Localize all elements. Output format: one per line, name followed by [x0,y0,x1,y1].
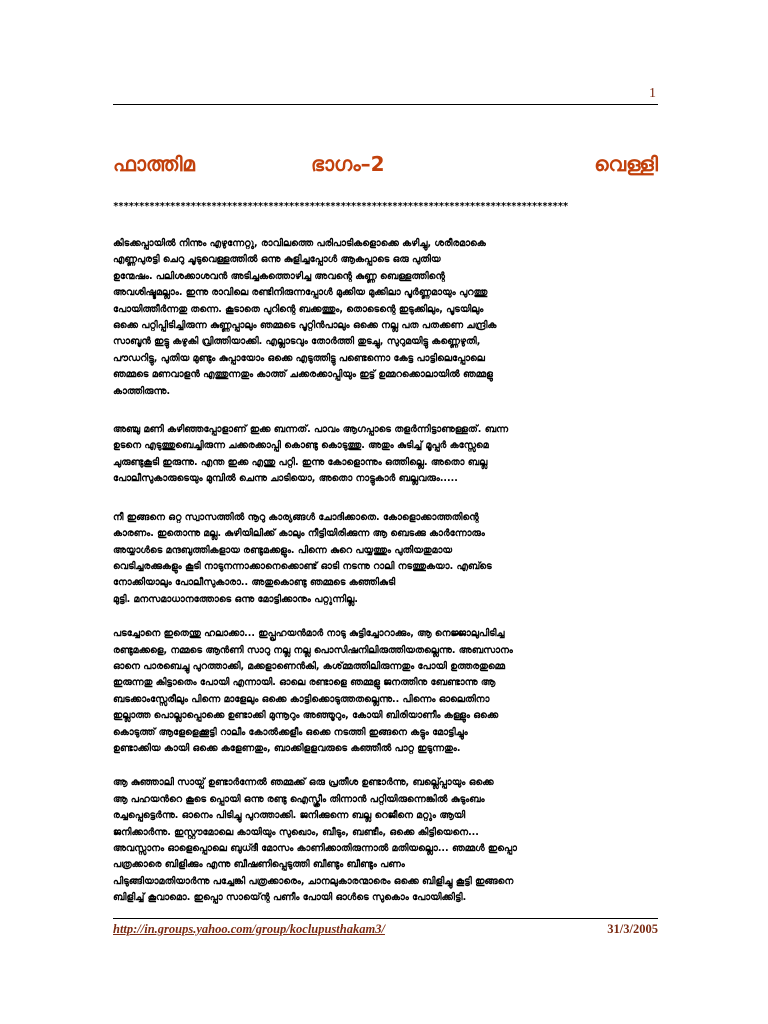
group-link[interactable]: http://in.groups.yahoo.com/group/koclupusthakam3/ [113,922,385,936]
story-title: ഫാത്തിമ [113,152,195,176]
part-label: ഭാഗം–2 [311,152,385,176]
footer-rule [113,918,658,919]
paragraph: അഞ്ചു മണി കഴിഞ്ഞപ്പോളാണ് ഇക്ക ബന്നത്. പാവം ആഗപ്പാടെ തളർന്നിട്ടാണുള്ളത്. ബന്ന ഉടനെ എടുത്തുബെച്ചിരുന്ന ചക്കരക്കാപ്പി കൊണ്ടു കൊടുത്തു. അതും കുടിച്ച് മൂപ്പർ കസ്സേമെ ചുരുണ്ടുകൂടി ഇരുന്നു. എന്ത ഇക്ക എന്തു പറ്റി. ഇന്നു കോളൊന്നും ഒത്തില്ലെ. അതൊ ബല്ല പോലീസുകാരുടെയും മുമ്പിൽ ചെന്നു ചാടിയൊ, അതൊ നാട്ടുകാർ ബല്ലവരും..... [113,424,509,485]
footer [113,922,658,942]
day-label: വെള്ളി [594,152,658,176]
body-text [113,236,658,907]
paragraph: നീ ഇങ്ങനെ ഒറ്റ സ്വാസത്തിൽ നൂറു കാര്യങ്ങൾ ചോദിക്കാതെ. കോളൊക്കാത്തതിന്റെ കാരണം. ഇതൊന്നു മല്ല. കുഴിയിലിക്ക് കാലും നീട്ടിയിരിക്കുന്ന ആ ബെടക്കു കാർന്നോരും അയ്യാൾടെ മന്ദബുത്തികളായ രണ്ടുമക്കളും. പിന്നെ കുറെ പയ്യത്തും പുതിയതുമായ വെടിച്ചരക്കുകളും കൂടി നാടുനന്നാക്കാനെക്കൊണ്ട് ഓടി നടന്നു റാലി നടത്തുകയാ. എബ്ടെ നോക്കിയാലും പോലീസുകാരാ.. അതുകൊണ്ടു ഞമ്മടെ കഞ്ഞികുടി മുട്ടി. മനസമാധാനത്തോടെ ഒന്നു മോട്ടിക്കാനും പറ്റുന്നില്ല. [113,511,492,605]
page-number: 1 [649,86,656,101]
paragraph: കിടക്കപ്പായിൽ നിന്നും എഴുന്നേറ്റു, രാവിലത്തെ പരിപാടികളൊക്കെ കഴിച്ചു, ശരീരമാകെ എണ്ണപുരട്ടി ചെറു ചൂടുവെള്ളത്തിൽ ഒന്നു കുളിച്ചപ്പോൾ ആകപ്പാടെ ഒരു പുതിയ ഉന്മേഷം. പലിശക്കാശവൻ അടിച്ചകത്തൊഴിച്ച അവന്റെ കുണ്ണ ബെള്ളത്തിന്റെ അവശിഷ്ടമല്ലാം. ഇന്നു രാവിലെ രണ്ടിനിരുന്നപ്പോൾ മുക്കിയ മുക്കിലാ പൂർണ്ണമായും പുറത്തു പോയിത്തീർന്നതു തന്നെ. കൂടാതെ പുറിന്റെ ബക്കത്തും, തൊടെന്റെ ഇടുക്കിലും, പൂടയിലും ഒക്കെ പറ്റിപ്പിടിച്ചിരുന്ന കുണ്ണപ്പാലും ഞമ്മടെ പൂറ്റിൻപാലും ഒക്കെ നല്ല പത പതക്കണ ചന്ദ്രിക സാബൂൻ ഇട്ടു കഴുകി വ്രിത്തിയാക്കി. എല്ലാടവും തോർത്തി തുടച്ചു, സുറുമയിട്ടു കണ്ണെഴുതി, പൗഡറിട്ടു, പുതിയ മുണ്ടും കുപ്പായോം ഒക്കെ എടുത്തിട്ടു പണ്ടെന്നൊ കേട്ട പാട്ടിലെപ്പോലെ ഞമ്മടെ മണവാളൻ എത്തുന്നതും കാത്ത് ചക്കരക്കാപ്പിയും ഇട്ട് ഉമ്മറക്കൊലായിൽ ഞമ്മളു കാത്തിരുന്നു. [113,238,497,397]
header-rule [113,104,658,105]
title-row [113,152,658,182]
star-separator: **************************************************************************************** [113,201,568,212]
paragraph: ആ കുഞ്ഞാലി സായ്പ് ഉണ്ടാർന്നേൽ ഞമ്മക്ക് ഒരു പ്രതീശ ഉണ്ടാർന്നു, ബല്ല്പ്പൊയും ഒക്കെ ആ പഹയൻറെ കൂടെ പ്പൊയി ഒന്നു രണ്ടു ഐസ്ക്രീം തിന്നാൻ പറ്റിയിരുന്നെങ്കിൽ കുടുംബം രച്ചപ്പെട്ടെർന്നു. ഓനെം പിടിച്ചു പുറത്താക്കി. ജനിക്കുന്നെ ബല്ല റെജീനെ മറ്റും ആയി ജനിക്കാർന്നു. ഇസ്റ്റൗമോലെ കായിയും സുഖൊം, ബീടും, ബണ്ടീം, ഒക്കെ കിട്ടിയെനെ... അവസ്സാനം ഓളെപ്പൊലെ ബുധ്ദീ മോസം കാണിക്കാതിരുന്നാൽ മതിയല്ലൊ... ഞമ്മൾ ഇപ്പൊ പത്രക്കാരെ ബിളിക്കും എന്നു ബീഷണിപ്പെടുത്തി ബീണ്ടും ബീണ്ടും പണം പിടുങ്ങിയാമതിയാർന്നു പച്ചേങ്കി പത്രക്കാരെം, ചാനലുകാരന്മാരെം ഒക്കെ ബിളിച്ചു കൂട്ടി ഇങ്ങനെ ബിളിച്ച് കൂവാമൊ. ഇപ്പൊ സായ്ന്റെ പണീം പോയി ഓൾടെ സുകൊം പോയിക്കിട്ടി. [113,777,517,904]
paragraph: പടച്ചോനെ ഇതെന്തു ഹലാക്കാ... ഇപ്പ്രഹയൻമാർ നാടു കുട്ടിച്ചോറാക്കും, ആ നെജ്ജാലുപിടിച്ച രണ്ടുമക്കളെ, നമ്മടെ ആൻണി സാറു നല്ല നല്ല പൊസിഷനിലിരുത്തിയതല്ലെന്നു. അബസാനം ഓനെ പാരബെച്ചു പുറത്താക്കി, മക്കളാണെൻകി, കശ്മ്മത്തിലിരുന്നതും പോയി ഉത്തരതുമ്മെ ഇരുന്നതു കിട്ടാതെം പോയി എന്നായി. ഓലെ രണ്ടാളെ ഞമ്മളു ജനത്തിനു ബേണ്ടാന്നു ആ ബടക്കാംസ്സേരീലും പിന്നെ മാളേലും ഒക്കെ കാട്ടിക്കൊടുത്തതല്ലെന്നു.. പിന്നെം ഓലെതിനാ ഇല്ലാത്ത പൊല്ലാപ്പൊക്കെ ഉണ്ടാക്കി മുന്നൂറും അഞ്ഞൂറും, കോയി ബിരിയാണീം കള്ളും ഒക്കെ കൊടുത്ത് ആളേളെക്കൂട്ടി റാലീം കോൽക്കളീം ഒക്കെ നടത്തി ഇങ്ങനെ കട്ടും മോട്ടിച്ചും ഉണ്ടാക്കിയ കായി ഒക്കെ കളേണതും, ബാക്കിളളവരുടെ കഞ്ഞീൽ പാറ്റ ഇടുന്നതും. [113,628,513,754]
footer-date: 31/3/2005 [607,922,658,936]
